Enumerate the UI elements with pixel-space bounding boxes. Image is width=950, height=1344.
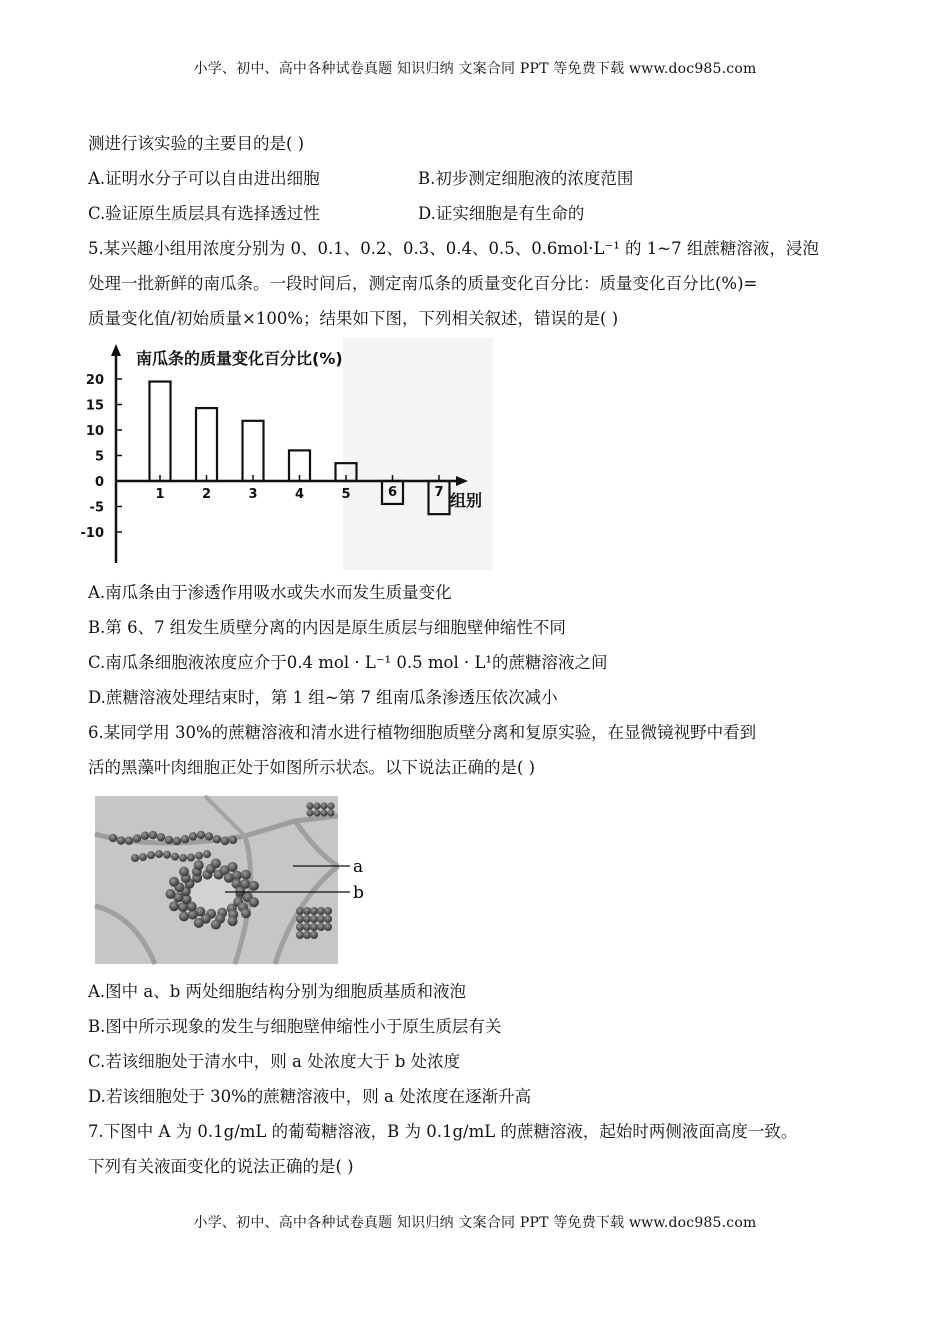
chloroplast-dot — [211, 920, 221, 930]
chloroplast-dot — [296, 931, 304, 939]
q4-option-b: B.初步测定细胞液的浓度范围 — [418, 169, 634, 188]
chloroplast-dot — [317, 923, 325, 931]
chloroplast-dot — [189, 832, 197, 840]
y-tick-label: -5 — [89, 500, 104, 516]
chloroplast-dot — [221, 837, 229, 845]
micrograph-photo — [95, 796, 338, 964]
q7-stem-line2: 下列有关液面变化的说法正确的是( ) — [88, 1157, 354, 1176]
page-footer: 小学、初中、高中各种试卷真题 知识归纳 文案合同 PPT 等免费下载 www.doc985.com — [193, 1215, 757, 1231]
chart-title: 南瓜条的质量变化百分比(%) — [136, 349, 343, 368]
chloroplast-dot — [310, 931, 318, 939]
x-tick-label-1: 1 — [155, 487, 165, 502]
q6-option-b: B.图中所示现象的发生与细胞壁伸缩性小于原生质层有关 — [88, 1017, 502, 1036]
chloroplast-dot — [125, 837, 133, 845]
chloroplast-dot — [141, 832, 149, 840]
chloroplast-dot — [169, 901, 179, 911]
chloroplast-dot — [155, 850, 163, 858]
chloroplast-dot — [320, 802, 327, 809]
chloroplast-dot — [296, 923, 304, 931]
chloroplast-dot — [303, 931, 311, 939]
q4-stem: 测进行该实验的主要目的是( ) — [88, 134, 305, 153]
chloroplast-dot — [296, 915, 304, 923]
q5-option-d: D.蔗糖溶液处理结束时，第 1 组~第 7 组南瓜条渗透压依次减小 — [88, 688, 558, 707]
x-tick-label-7: 7 — [434, 485, 444, 500]
y-tick-label: 15 — [85, 398, 104, 414]
q6-stem-line2: 活的黑藻叶肉细胞正处于如图所示状态。以下说法正确的是( ) — [88, 758, 536, 777]
q5-option-a: A.南瓜条由于渗透作用吸水或失水而发生质量变化 — [88, 583, 452, 602]
chloroplast-dot — [181, 835, 189, 843]
chloroplast-dot — [133, 834, 141, 842]
chloroplast-dot — [173, 837, 181, 845]
page-header: 小学、初中、高中各种试卷真题 知识归纳 文案合同 PPT 等免费下载 www.doc985.com — [193, 61, 757, 77]
chloroplast-dot — [157, 833, 165, 841]
chloroplast-dot — [213, 835, 221, 843]
chloroplast-dot — [327, 809, 334, 816]
chloroplast-dot — [310, 915, 318, 923]
chloroplast-dot — [163, 851, 171, 859]
chloroplast-dot — [317, 915, 325, 923]
chloroplast-dot — [194, 860, 204, 870]
chloroplast-dot — [313, 809, 320, 816]
label-a: a — [353, 857, 364, 877]
chloroplast-dot — [187, 854, 195, 862]
y-tick-label: 5 — [94, 449, 104, 465]
chloroplast-dot — [179, 911, 189, 921]
q4-option-a: A.证明水分子可以自由进出细胞 — [88, 169, 320, 188]
x-tick-label-4: 4 — [294, 487, 305, 502]
q5-stem-line3: 质量变化值/初始质量×100%；结果如下图，下列相关叙述，错误的是( ) — [88, 309, 619, 328]
chloroplast-dot — [327, 802, 334, 809]
q6-option-a: A.图中 a、b 两处细胞结构分别为细胞质基质和液泡 — [88, 982, 467, 1001]
chloroplast-dot — [317, 907, 325, 915]
chloroplast-dot — [249, 881, 259, 891]
chloroplast-dot — [249, 897, 259, 907]
chloroplast-dot — [179, 854, 187, 862]
chloroplast-dot — [149, 831, 157, 839]
chloroplast-dot — [195, 852, 203, 860]
chloroplast-dot — [313, 802, 320, 809]
chloroplast-dot — [310, 923, 318, 931]
chloroplast-dot — [203, 850, 211, 858]
label-b: b — [353, 883, 364, 903]
q5-option-b: B.第 6、7 组发生质壁分离的内因是原生质层与细胞壁伸缩性不同 — [88, 618, 566, 637]
q5-stem-line2: 处理一批新鲜的南瓜条。一段时间后，测定南瓜条的质量变化百分比：质量变化百分比(%)= — [88, 274, 758, 293]
chloroplast-dot — [169, 877, 179, 887]
y-tick-label: -10 — [80, 526, 104, 541]
chloroplast-dot — [205, 832, 213, 840]
chloroplast-dot — [306, 809, 313, 816]
mass-change-bar-chart — [80, 338, 493, 570]
q5-stem-line1: 5.某兴趣小组用浓度分别为 0、0.1、0.2、0.3、0.4、0.5、0.6mol·L⁻¹ 的 1~7 组蔗糖溶液，浸泡 — [88, 239, 819, 258]
y-tick-label: 20 — [85, 373, 104, 388]
y-tick-label: 10 — [85, 424, 104, 439]
x-axis-label: 组别 — [450, 491, 483, 510]
q6-option-c: C.若该细胞处于清水中，则 a 处浓度大于 b 处浓度 — [88, 1052, 461, 1071]
chloroplast-dot — [117, 836, 125, 844]
chloroplast-dot — [228, 916, 238, 926]
q4-option-c: C.验证原生质层具有选择透过性 — [88, 204, 320, 223]
q5-option-c: C.南瓜条细胞液浓度应介于0.4 mol · L⁻¹ 0.5 mol · L¹的蔗糖溶液之间 — [88, 653, 608, 672]
chloroplast-dot — [228, 862, 238, 872]
chloroplast-dot — [306, 802, 313, 809]
chloroplast-dot — [320, 809, 327, 816]
chloroplast-dot — [109, 834, 117, 842]
chloroplast-dot — [147, 851, 155, 859]
chloroplast-dot — [166, 889, 176, 899]
x-tick-label-3: 3 — [248, 487, 258, 502]
chloroplast-dot — [139, 853, 147, 861]
chloroplast-dot — [171, 853, 179, 861]
chloroplast-dot — [197, 831, 205, 839]
chloroplast-dot — [303, 915, 311, 923]
chloroplast-dot — [131, 854, 139, 862]
x-tick-label-6: 6 — [387, 485, 398, 500]
chloroplast-dot — [303, 923, 311, 931]
chloroplast-dot — [241, 870, 251, 880]
chloroplast-dot — [296, 907, 304, 915]
chloroplast-dot — [324, 915, 332, 923]
chloroplast-dot — [310, 907, 318, 915]
q4-option-d: D.证实细胞是有生命的 — [418, 204, 585, 223]
x-tick-label-2: 2 — [201, 487, 212, 502]
micrograph-plasmolysis-figure — [95, 796, 380, 964]
chloroplast-dot — [229, 836, 237, 844]
x-tick-label-5: 5 — [341, 487, 351, 502]
q7-stem-line1: 7.下图中 A 为 0.1g/mL 的葡萄糖溶液，B 为 0.1g/mL 的蔗糖溶液，起始时两侧液面高度一致。 — [88, 1122, 798, 1141]
chloroplast-dot — [211, 858, 221, 868]
q6-option-d: D.若该细胞处于 30%的蔗糖溶液中，则 a 处浓度在逐渐升高 — [88, 1087, 532, 1106]
chloroplast-dot — [194, 918, 204, 928]
chloroplast-dot — [324, 907, 332, 915]
chloroplast-dot — [303, 907, 311, 915]
y-tick-label: 0 — [94, 475, 104, 490]
chloroplast-dot — [241, 908, 251, 918]
chloroplast-dot — [235, 886, 245, 896]
chloroplast-dot — [179, 867, 189, 877]
chloroplast-dot — [324, 923, 332, 931]
chloroplast-dot — [165, 836, 173, 844]
q6-stem-line1: 6.某同学用 30%的蔗糖溶液和清水进行植物细胞质壁分离和复原实验，在显微镜视野中看到 — [88, 723, 757, 742]
